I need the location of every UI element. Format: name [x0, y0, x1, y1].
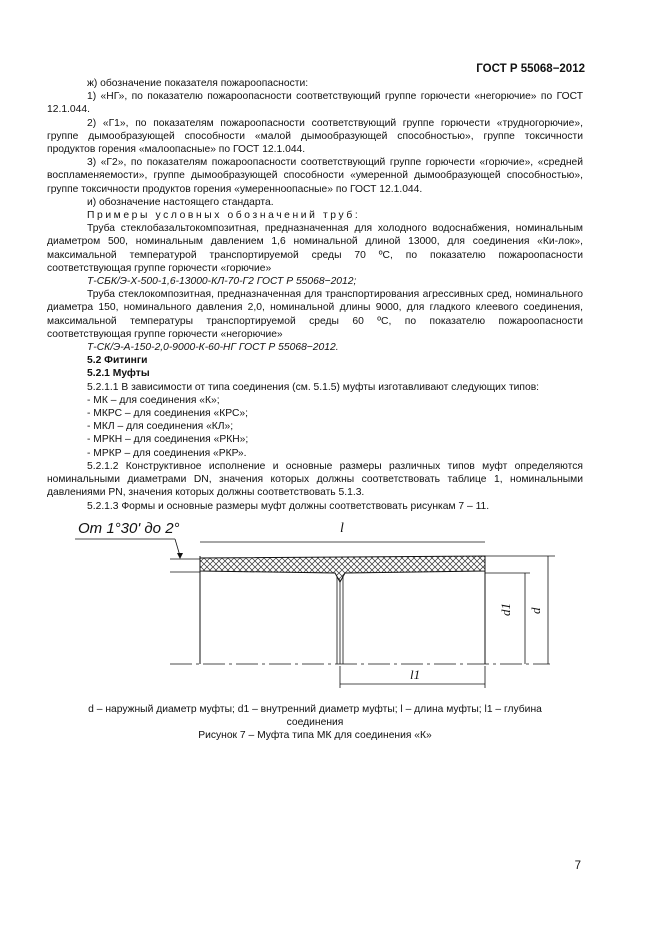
paragraph: Труба стеклобазальтокомпозитная, предназначенная для холодного водоснабжения, номинальным диаметром 500, номинальным давлением 1,6 номинальной длиной 13000, для соединения «Ки-лок», максимальной температурой транспортируемой среды 70 ºС, по показателю пожароопасности соответствующая группе горючести «горючие» [47, 223, 583, 274]
paragraph: 3) «Г2», по показателям пожароопасности соответствующий группе горючести «горючие», «средней воспламеняемости», группе дымообразующей способности «умеренной дымообразующей способностью», группе токсичности продуктов горения «умеренноопасные» по ГОСТ 12.1.044. [47, 157, 583, 195]
designation-example: Т-СБК/Э-Х-500-1,6-13000-КЛ-70-Г2 ГОСТ Р 55068−2012; [87, 276, 357, 288]
paragraph: ж) обозначение показателя пожароопасности: [87, 78, 309, 89]
figure-legend: d – наружный диаметр муфты; d1 – внутренний диаметр муфты; l – длина муфты; l1 – глубина соединения [88, 704, 542, 729]
angle-label: От 1°30' до 2° [78, 520, 180, 537]
list-item: - МРКН – для соединения «РКН»; [87, 434, 249, 446]
page-number: 7 [574, 860, 581, 872]
coupling-wall [200, 556, 485, 582]
dim-d1-label: d1 [498, 603, 513, 616]
examples-heading: Примеры условных обозначений труб: [87, 210, 361, 222]
figure-caption [60, 703, 570, 743]
paragraph: 5.2.1.3 Формы и основные размеры муфт должны соответствовать рисункам 7 – 11. [87, 500, 490, 512]
list-item: - МКРС – для соединения «КРС»; [87, 408, 248, 420]
list-item: - МРКР – для соединения «РКР». [87, 447, 247, 459]
dim-l-label: l [340, 521, 344, 536]
designation-example: Т-СК/Э-А-150-2,0-9000-К-60-НГ ГОСТ Р 55068−2012. [87, 342, 339, 354]
paragraph: и) обозначение настоящего стандарта. [87, 196, 274, 208]
subsection-heading: 5.2.1 Муфты [87, 368, 150, 380]
paragraph: 5.2.1.2 Конструктивное исполнение и основные размеры различных типов муфт определяются номинальными диаметрами DN, значения которых должны соответствовать таблице 1, номинальными давлениями PN, значения которых должны соответствовать 5.1.3. [47, 460, 583, 499]
document-header: ГОСТ Р 55068−2012 [476, 63, 585, 75]
list-item: - МК – для соединения «К»; [87, 394, 220, 406]
paragraph: 5.2.1.1 В зависимости от типа соединения (см. 5.1.5) муфты изготавливают следующих типов: [87, 381, 540, 393]
dim-l1-label: l1 [410, 667, 421, 682]
paragraph: Труба стеклокомпозитная, предназначенная для транспортирования агрессивных сред, номинального диаметра 150, номинального давления 2,0, номинальной длины 9000, для гладкого клеевого соединения, максимальной температуры транспортируемой среды 60 ºС, по показателю пожароопасности соответствующая группе горючести «негорючие» [47, 289, 583, 340]
coupling-drawing [60, 516, 570, 696]
figure-title: Рисунок 7 – Муфта типа МК для соединения «К» [198, 730, 432, 742]
arrow-head [177, 553, 183, 559]
list-item: - МКЛ – для соединения «КЛ»; [87, 421, 234, 433]
paragraph: 1) «НГ», по показателю пожароопасности соответствующий группе горючести «негорючие» по ГОСТ 12.1.044. [47, 91, 583, 116]
document-body [47, 77, 583, 513]
dim-d-label: d [528, 607, 543, 614]
section-heading: 5.2 Фитинги [87, 355, 148, 367]
paragraph: 2) «Г1», по показателям пожароопасности соответствующий группе горючести «трудногорючие», группе дымообразующей способности «малой дымообразующей способностью», группе токсичности продуктов горения «малоопасные» по ГОСТ 12.1.044. [47, 117, 583, 156]
